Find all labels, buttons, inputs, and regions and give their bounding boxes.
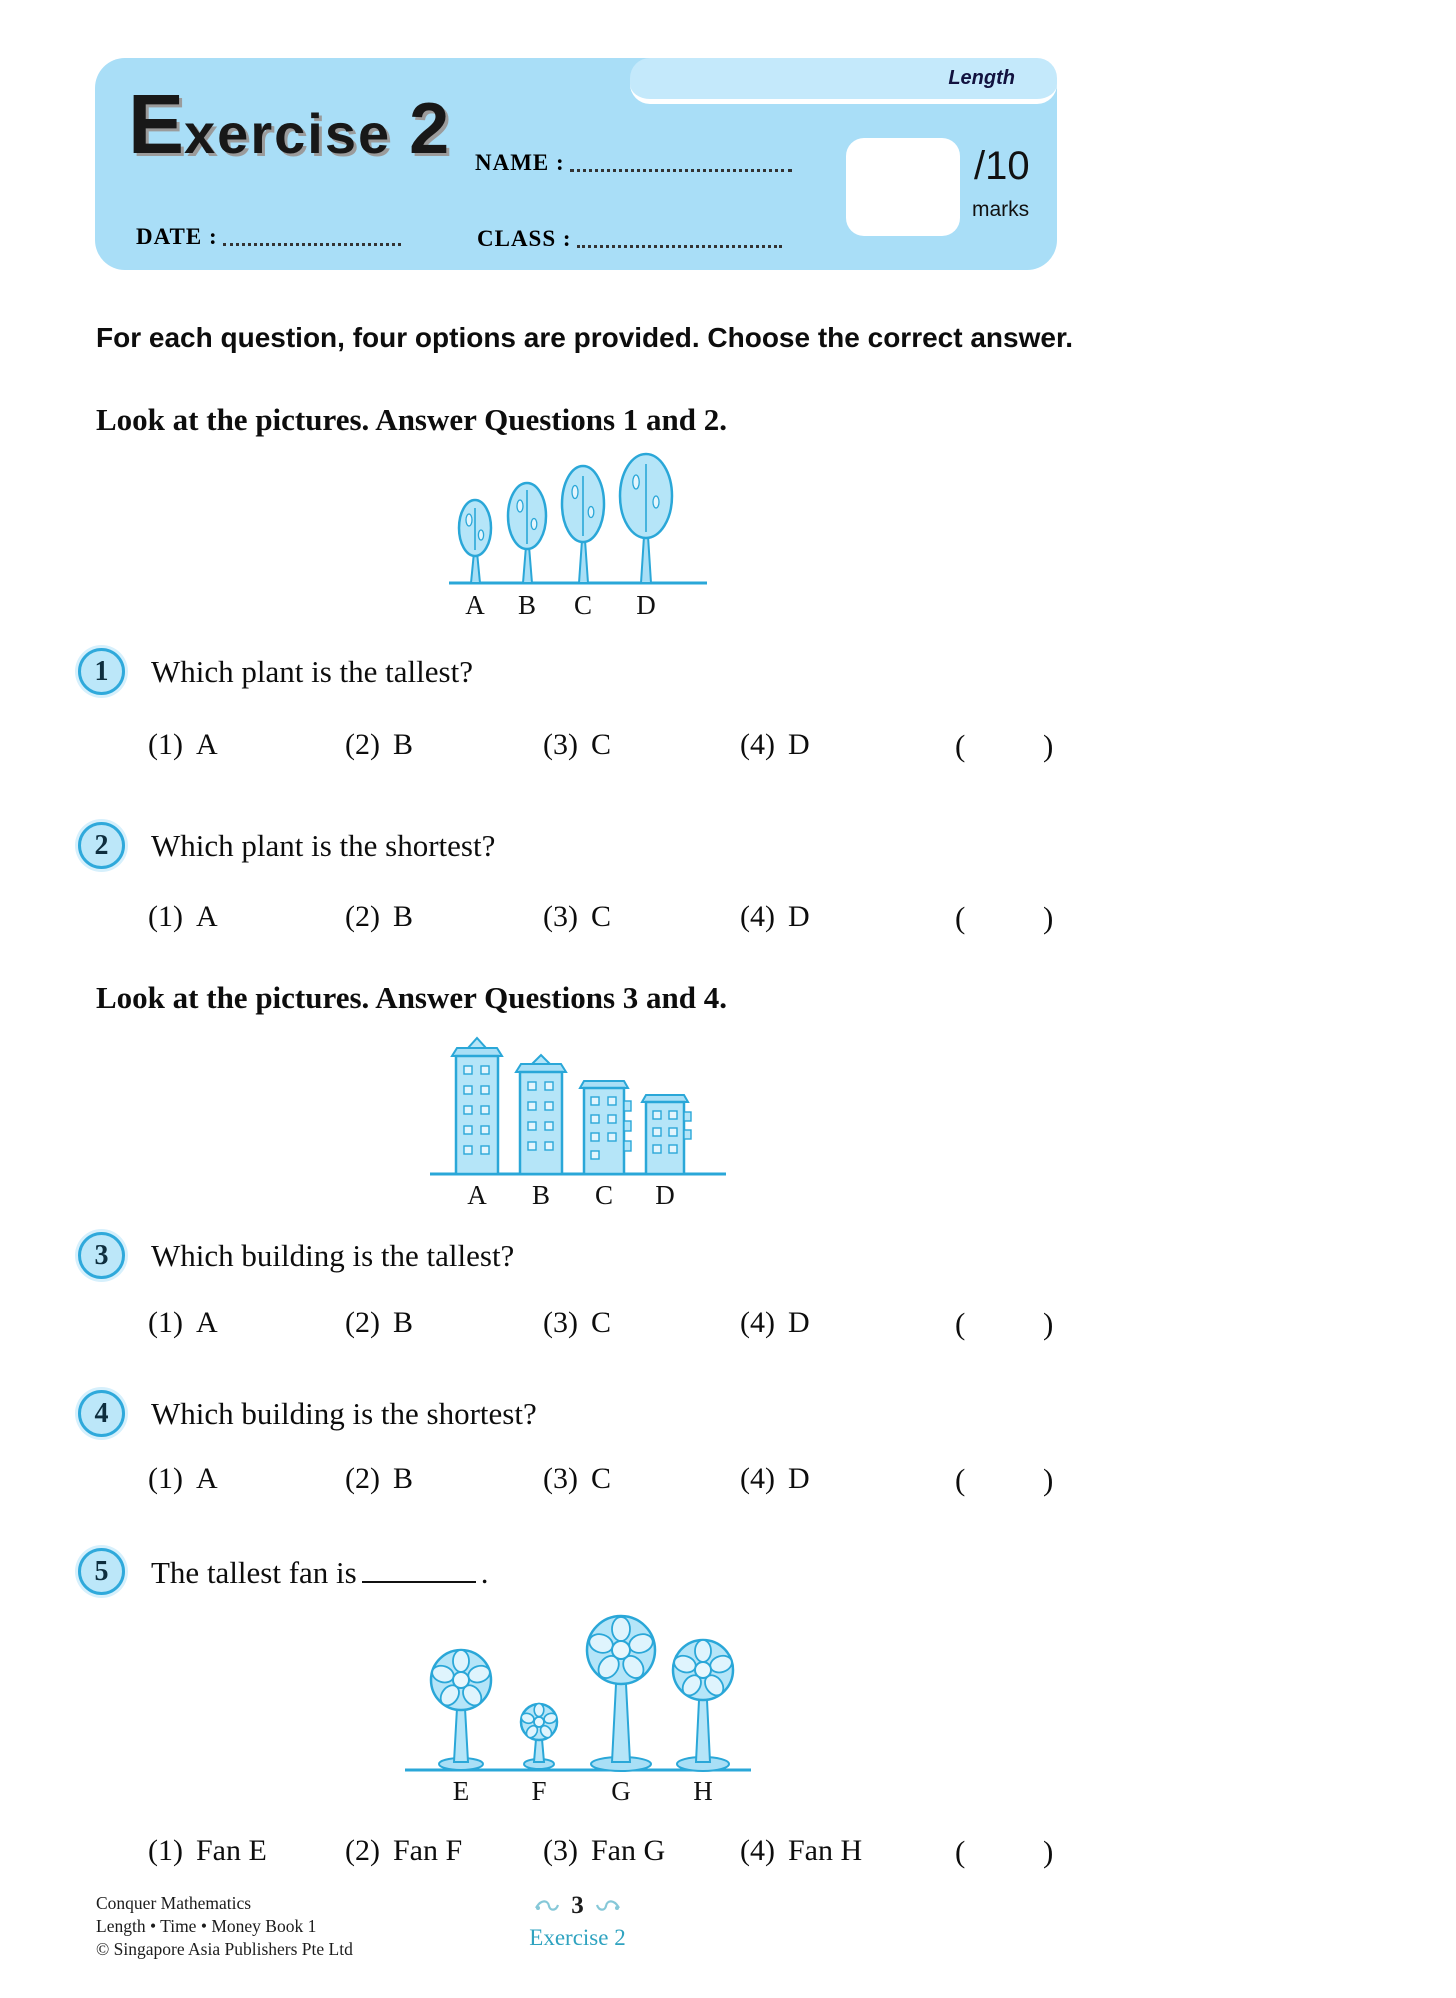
buildings-illustration [428,1026,728,1211]
date-field-row [136,224,401,250]
question-3 [78,1232,514,1279]
building-label-c: C [594,1180,613,1210]
plants-illustration [443,448,713,623]
question-5-number-badge: 5 [78,1548,125,1595]
question-3-text: Which building is the tallest? [151,1237,515,1273]
question-2-number-badge: 2 [78,822,125,869]
option-1[interactable]: (1) A [148,728,218,761]
fan-label-h: H [692,1776,713,1806]
footer-page-info [95,1892,1060,1951]
name-label: NAME : [475,150,565,175]
plant-label-a: A [464,590,485,620]
question-5-text [151,1552,489,1591]
instruction-text: For each question, four options are provided. Choose the correct answer. [96,322,1074,353]
footer-ornament-left-icon [533,1897,561,1915]
building-label-b: B [531,1180,550,1210]
question-2-options [95,900,1060,944]
question-5-options [95,1834,1060,1878]
plant-label-c: C [573,590,592,620]
option-1[interactable]: (1) A [148,900,218,933]
chapter-label: Length [948,67,1015,89]
option-4[interactable]: (4) D [740,1306,810,1339]
option-3[interactable]: (3) C [543,900,611,933]
question-2-text: Which plant is the shortest? [151,827,496,863]
buildings-figure [95,1026,1060,1211]
option-4[interactable]: (4) Fan H [740,1834,863,1867]
question-1-number-badge: 1 [78,648,125,695]
section-heading-q3-q4: Look at the pictures. Answer Questions 3 and 4. [96,980,727,1015]
option-1[interactable]: (1) Fan E [148,1834,267,1867]
chapter-corner-tab [630,58,1057,104]
score-box[interactable] [846,138,960,236]
fan-label-e: E [452,1776,469,1806]
footer-exercise-label: Exercise 2 [529,1925,626,1950]
option-4[interactable]: (4) D [740,728,810,761]
option-3[interactable]: (3) C [543,1462,611,1495]
answer-bracket-close[interactable]: ) [1043,900,1054,935]
question-1-options [95,728,1060,772]
building-label-d: D [654,1180,675,1210]
page-number: 3 [571,1892,584,1919]
question-4-options [95,1462,1060,1506]
question-4-number-badge: 4 [78,1390,125,1437]
question-4 [78,1390,537,1437]
class-field-row [477,226,782,252]
fan-label-g: G [610,1776,631,1806]
question-5-text-before: The tallest fan is [151,1555,357,1590]
option-2[interactable]: (2) Fan F [345,1834,463,1867]
answer-bracket-open[interactable]: ( [955,1462,966,1497]
question-1 [78,648,473,695]
plant-label-b: B [517,590,536,620]
building-label-a: A [466,1180,487,1210]
page-number-row [533,1892,622,1920]
section-heading-q1-q2: Look at the pictures. Answer Questions 1 and 2. [96,402,727,437]
fans-illustration [403,1598,753,1808]
fan-label-f: F [530,1776,547,1806]
title-rest: xercise [184,102,392,165]
option-2[interactable]: (2) B [345,728,413,761]
question-4-text: Which building is the shortest? [151,1395,537,1431]
name-input-line[interactable] [570,166,792,172]
title-number: 2 [409,89,450,169]
title-initial: E [128,77,185,171]
option-1[interactable]: (1) A [148,1462,218,1495]
option-3[interactable]: (3) C [543,1306,611,1339]
question-1-text: Which plant is the tallest? [151,653,473,689]
imprint-line-2: Length • Time • Money Book 1 [96,1916,317,1936]
question-5-text-after: . [480,1555,489,1590]
date-input-line[interactable] [223,240,401,246]
question-2 [78,822,495,869]
option-3[interactable]: (3) Fan G [543,1834,666,1867]
answer-bracket-open[interactable]: ( [955,1306,966,1341]
class-label: CLASS : [477,226,572,251]
footer-ornament-right-icon [594,1897,622,1915]
answer-bracket-close[interactable]: ) [1043,1462,1054,1497]
class-input-line[interactable] [577,242,782,248]
fans-figure [95,1598,1060,1808]
plant-label-d: D [635,590,656,620]
question-5 [78,1548,489,1595]
marks-label: marks [972,198,1030,221]
option-3[interactable]: (3) C [543,728,611,761]
question-3-number-badge: 3 [78,1232,125,1279]
page-title [128,77,450,171]
name-field-row [475,150,792,176]
option-2[interactable]: (2) B [345,1462,413,1495]
answer-bracket-close[interactable]: ) [1043,1834,1054,1869]
answer-bracket-close[interactable]: ) [1043,1306,1054,1341]
option-4[interactable]: (4) D [740,900,810,933]
option-1[interactable]: (1) A [148,1306,218,1339]
score-denominator: /10 [974,144,1030,188]
answer-bracket-open[interactable]: ( [955,728,966,763]
option-4[interactable]: (4) D [740,1462,810,1495]
imprint-line-1: Conquer Mathematics [96,1893,252,1913]
answer-bracket-open[interactable]: ( [955,1834,966,1869]
answer-bracket-open[interactable]: ( [955,900,966,935]
option-2[interactable]: (2) B [345,1306,413,1339]
plants-figure [95,448,1060,623]
date-label: DATE : [136,224,218,249]
question-3-options [95,1306,1060,1350]
answer-bracket-close[interactable]: ) [1043,728,1054,763]
question-5-answer-blank[interactable] [362,1552,476,1583]
imprint-line-3: © Singapore Asia Publishers Pte Ltd [96,1939,353,1959]
option-2[interactable]: (2) B [345,900,413,933]
